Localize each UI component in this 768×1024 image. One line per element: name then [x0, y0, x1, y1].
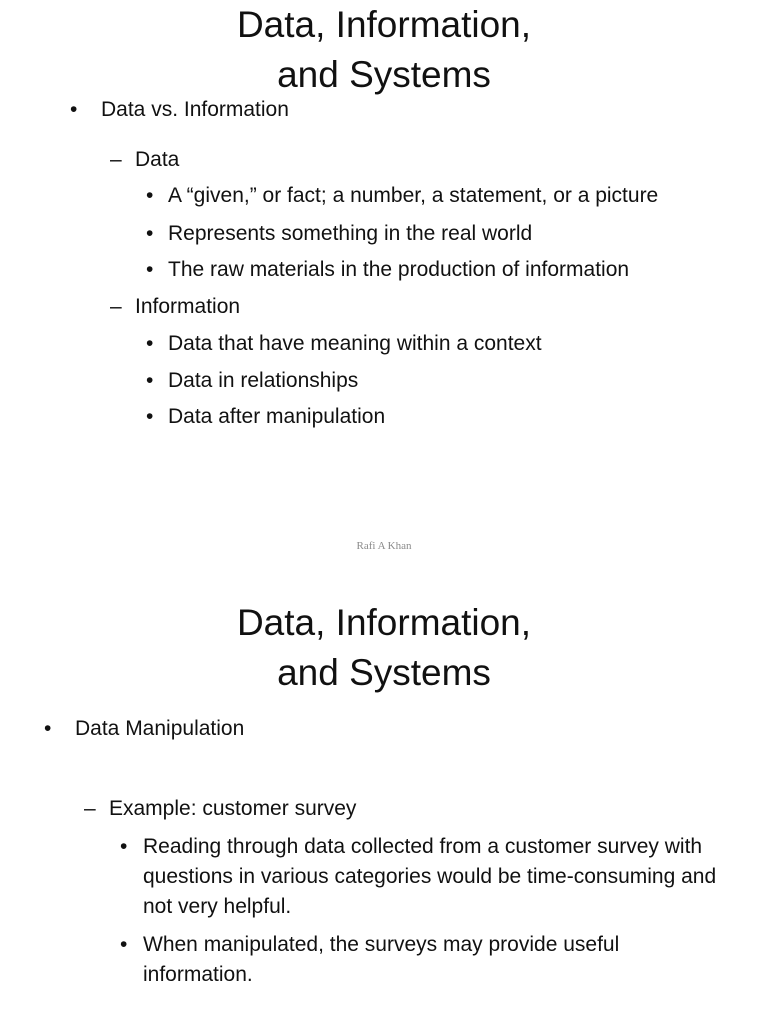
bullet-marker: •: [120, 933, 128, 956]
bullet-marker: •: [44, 717, 52, 740]
list-item-text: Reading through data collected from a customer survey with questions in various categories would be time-consuming and not very helpful.: [143, 835, 717, 918]
bullet-text: Data vs. Information: [101, 98, 289, 121]
bullet-marker: •: [120, 835, 128, 858]
list-item-text: Data that have meaning within a context: [168, 332, 542, 355]
slide-1-title-line-1: Data, Information,: [236, 4, 532, 45]
slide-2-title-line-2: and Systems: [277, 652, 491, 693]
bullet-marker: •: [146, 332, 154, 355]
list-item-text: Data in relationships: [168, 369, 359, 392]
subbullet-text: Example: customer survey: [109, 797, 357, 820]
list-item-text: A “given,” or fact; a number, a statement, or a picture: [168, 184, 659, 207]
slide-1-title-line-2: and Systems: [277, 54, 491, 95]
list-item-text: The raw materials in the production of information: [168, 258, 630, 281]
bullet-marker: •: [146, 222, 154, 245]
bullet-marker: •: [70, 98, 78, 121]
bullet-marker: •: [146, 184, 154, 207]
list-item-text: Data after manipulation: [168, 405, 386, 428]
bullet-marker: •: [146, 369, 154, 392]
dash-marker: –: [84, 797, 96, 820]
subbullet-text: Data: [135, 148, 180, 171]
author-footer: Rafi A Khan: [356, 540, 412, 552]
dash-marker: –: [110, 148, 122, 171]
bullet-marker: •: [146, 258, 154, 281]
slide-1-title: [0, 0, 768, 100]
slide-2: [0, 590, 768, 1024]
slide-2-title: [0, 598, 768, 698]
subbullet-text: Information: [135, 295, 241, 318]
dash-marker: –: [110, 295, 122, 318]
list-item-text: When manipulated, the surveys may provide useful information.: [143, 933, 620, 986]
slide-2-title-line-1: Data, Information,: [236, 602, 532, 643]
bullet-marker: •: [146, 405, 154, 428]
bullet-text: Data Manipulation: [75, 717, 245, 740]
list-item-text: Represents something in the real world: [168, 222, 533, 245]
